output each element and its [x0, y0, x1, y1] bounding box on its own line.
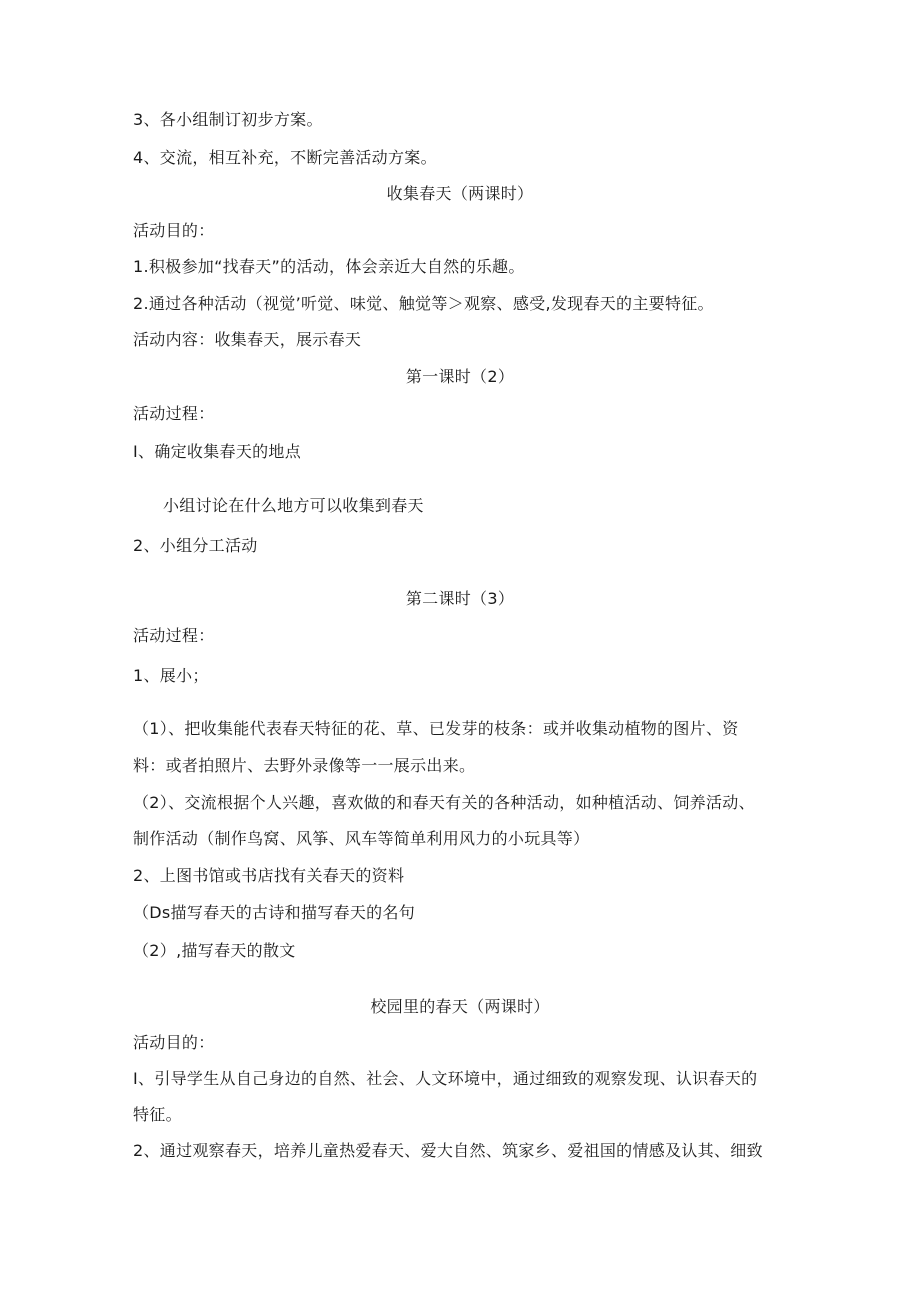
group-discussion-line: 小组讨论在什么地方可以收集到春天 — [163, 496, 424, 515]
campus-goal-2-line: 2、通过观察春天，培养儿童热爱春天、爱大自然、筑家乡、爱祖国的情感及认其、细致 — [133, 1141, 763, 1160]
display-step-1: 1、展小； — [133, 666, 209, 685]
activity-content-line: 活动内容：收集春天，展示春天 — [133, 330, 362, 349]
lesson-1-heading: 第一课时（2） — [405, 367, 515, 386]
section-title-campus-spring: 校园里的春天（两课时） — [370, 997, 550, 1016]
step-3-line: 3、各小组制订初步方案。 — [133, 110, 323, 129]
step-4-line: 4、交流，相互补充，不断完善活动方案。 — [133, 148, 437, 167]
process-step-2: 2、小组分工活动 — [133, 536, 258, 555]
process-step-1: I、确定收集春天的地点 — [133, 442, 302, 461]
lesson-2-heading: 第二课时（3） — [405, 589, 515, 608]
library-sub-2: （2）,描写春天的散文 — [133, 941, 296, 960]
campus-goal-1-line-2: 特征。 — [133, 1105, 182, 1124]
activity-process-heading-2: 活动过程： — [133, 626, 215, 645]
sub-item-2-line-1: （2）、交流根据个人兴趣，喜欢做的和春天有关的各种活动，如种植活动、饲养活动、 — [133, 793, 755, 812]
sub-item-1-line-1: （1）、把收集能代表春天特征的花、草、已发芽的枝条：或并收集动植物的图片、资 — [133, 719, 739, 738]
activity-goal-heading: 活动目的： — [133, 221, 215, 240]
campus-goal-1-line-1: I、引导学生从自己身边的自然、社会、人文环境中，通过细致的观察发现、认识春天的 — [133, 1069, 758, 1088]
goal-2-line: 2.通过各种活动（视觉’听觉、味觉、触觉等＞观察、感受,发现春天的主要特征。 — [133, 294, 714, 313]
library-sub-1: （Ds描写春天的古诗和描写春天的名句 — [133, 903, 416, 922]
sub-item-2-line-2: 制作活动（制作鸟窝、风筝、风车等简单利用风力的小玩具等） — [133, 829, 590, 848]
activity-process-heading: 活动过程： — [133, 404, 215, 423]
section-title-collect-spring: 收集春天（两课时） — [386, 184, 534, 203]
library-step-2: 2、上图书馆或书店找有关春天的资料 — [133, 866, 405, 885]
activity-goal-heading-2: 活动目的： — [133, 1033, 215, 1052]
sub-item-1-line-2: 料：或者拍照片、去野外录像等一一展示出来。 — [133, 756, 476, 775]
goal-1-line: 1.积极参加“找春天”的活动，体会亲近大自然的乐趣。 — [133, 257, 525, 276]
